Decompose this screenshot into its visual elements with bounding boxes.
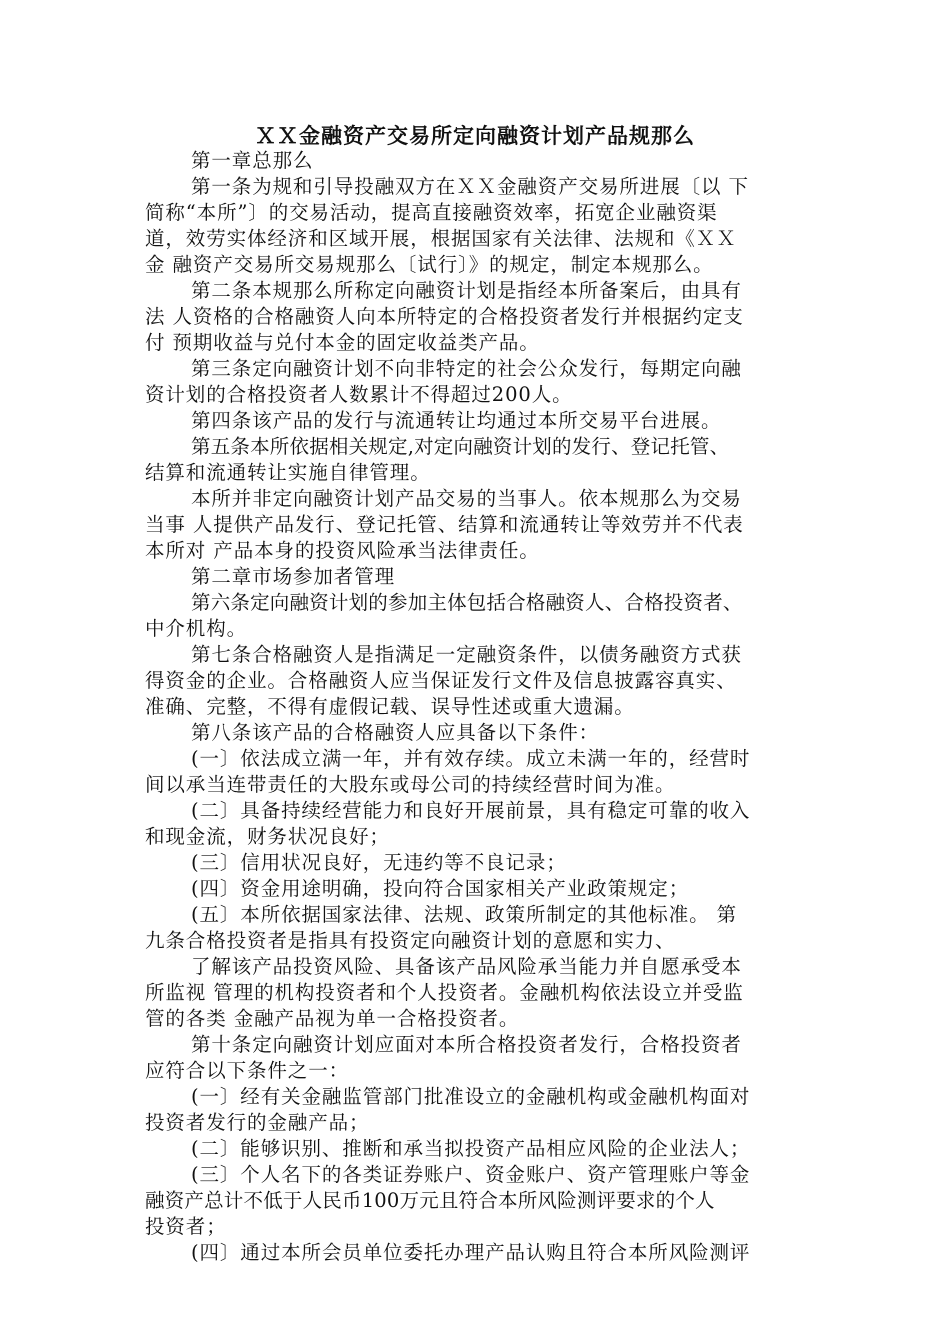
text-line: 简称“本所”〕的交易活动，提高直接融资效率，拓宽企业融资渠 [145, 201, 718, 224]
text-line: 金 融资产交易所交易规那么〔试行〕》的规定，制定本规那么。 [145, 253, 714, 276]
document-body [145, 148, 813, 1266]
text-line: 准确、完整，不得有虚假记载、误导性述或重大遗漏。 [145, 695, 635, 718]
text-line: 应符合以下条件之一： [145, 1059, 350, 1082]
text-line: 本所并非定向融资计划产品交易的当事人。依本规那么为交易 [191, 487, 742, 510]
text-line: 第七条合格融资人是指满足一定融资条件，以债务融资方式获 [191, 643, 742, 666]
text-line: 九条合格投资者是指具有投资定向融资计划的意愿和实力、 [145, 929, 676, 952]
text-line: 和现金流，财务状况良好； [145, 825, 390, 848]
text-line: 了解该产品投资风险、具备该产品风险承当能力并自愿承受本 [191, 955, 742, 978]
text-line: (一〕经有关金融监管部门批准设立的金融机构或金融机构面对 [191, 1085, 751, 1108]
text-line: 付 预期收益与兑付本金的固定收益类产品。 [145, 331, 540, 354]
text-line: 管的各类 金融产品视为单一合格投资者。 [145, 1007, 520, 1030]
chapter-heading: 第一章总那么 [191, 149, 314, 172]
document-title: ＸＸ金融资产交易所定向融资计划产品规那么 [255, 123, 695, 148]
text-line: (四〕资金用途明确，投向符合国家相关产业政策规定； [191, 877, 690, 900]
text-line: 第二条本规那么所称定向融资计划是指经本所备案后，由具有 [191, 279, 742, 302]
text-line: 融资产总计不低于人民币100万元且符合本所风险测评要求的个人 [145, 1189, 715, 1212]
text-line: 第五条本所依据相关规定,对定向融资计划的发行、登记托管、 [191, 435, 730, 458]
text-line: 本所对 产品本身的投资风险承当法律责任。 [145, 539, 540, 562]
text-line: 得资金的企业。合格融资人应当保证发行文件及信息披露容真实、 [145, 669, 737, 692]
text-line: 所监视 管理的机构投资者和个人投资者。金融机构依法设立并受监 [145, 981, 744, 1004]
text-line: 道，效劳实体经济和区域开展，根据国家有关法律、法规和《ＸＸ [145, 227, 737, 250]
text-line: 第三条定向融资计划不向非特定的社会公众发行，每期定向融 [191, 357, 742, 380]
text-line: 第六条定向融资计划的参加主体包括合格融资人、合格投资者、 [191, 591, 743, 614]
text-line: 中介机构。 [145, 617, 248, 640]
text-line: 第八条该产品的合格融资人应具备以下条件： [191, 721, 600, 744]
text-line: 第十条定向融资计划应面对本所合格投资者发行，合格投资者 [191, 1033, 742, 1056]
text-line: (二〕能够识别、推断和承当拟投资产品相应风险的企业法人； [191, 1137, 751, 1160]
text-line: 投资者； [145, 1215, 227, 1238]
text-line: (五〕本所依据国家法律、法规、政策所制定的其他标准。 第 [191, 903, 738, 926]
text-line: 资计划的合格投资者人数累计不得超过200人。 [145, 383, 573, 406]
text-line: 第四条该产品的发行与流通转让均通过本所交易平台进展。 [191, 409, 722, 432]
text-line: (二〕具备持续经营能力和良好开展前景，具有稳定可靠的收入 [191, 799, 751, 822]
text-line: (三〕信用状况良好，无违约等不良记录； [191, 851, 567, 874]
chapter-heading: 第二章市场参加者管理 [191, 565, 396, 588]
text-line: 第一条为规和引导投融双方在ＸＸ金融资产交易所进展〔以 下 [191, 175, 749, 198]
text-line: (三〕个人名下的各类证券账户、资金账户、资产管理账户等金 [191, 1163, 751, 1186]
text-line: 结算和流通转让实施自律管理。 [145, 461, 431, 484]
text-line: 法 人资格的合格融资人向本所特定的合格投资者发行并根据约定支 [145, 305, 744, 328]
text-line: (四〕通过本所会员单位委托办理产品认购且符合本所风险测评 [191, 1241, 751, 1264]
text-line: 投资者发行的金融产品； [145, 1111, 370, 1134]
text-line: 当事 人提供产品发行、登记托管、结算和流通转让等效劳并不代表 [145, 513, 744, 536]
text-line: (一〕依法成立满一年，并有效存续。成立未满一年的，经营时 [191, 747, 751, 770]
text-line: 间以承当连带责任的大股东或母公司的持续经营时间为准。 [145, 773, 676, 796]
